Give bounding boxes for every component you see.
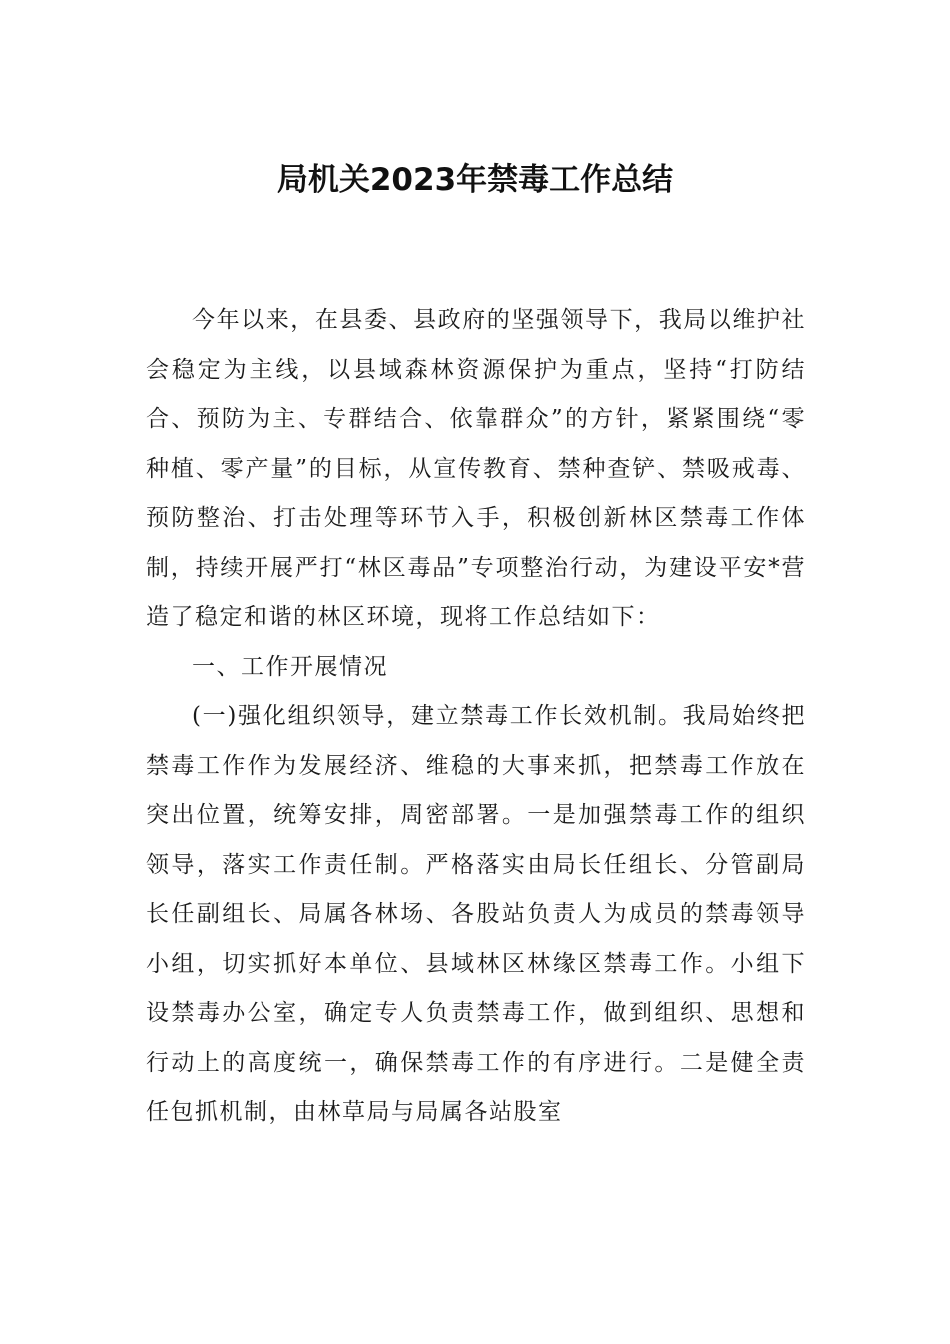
section-heading: 一、工作开展情况	[192, 653, 388, 680]
intro-paragraph: 今年以来，在县委、县政府的坚强领导下，我局以维护社会稳定为主线，以县域森林资源保护为重点，坚持“打防结合、预防为主、专群结合、依靠群众”的方针，紧紧围绕“零种植、零产量”的目标，从宣传教育、禁种查铲、禁吸戒毒、预防整治、打击处理等环节入手，积极创新林区禁毒工作体制，持续开展严打“林区毒品”专项整治行动，为建设平安*营造了稳定和谐的林区环境，现将工作总结如下：	[146, 307, 806, 630]
document-title: 局机关2023年禁毒工作总结	[276, 162, 674, 198]
document-body	[146, 296, 806, 1138]
body-paragraph: (一)强化组织领导，建立禁毒工作长效机制。我局始终把禁毒工作作为发展经济、维稳的大事来抓，把禁毒工作放在突出位置，统筹安排，周密部署。一是加强禁毒工作的组织领导，落实工作责任制。严格落实由局长任组长、分管副局长任副组长、局属各林场、各股站负责人为成员的禁毒领导小组，切实抓好本单位、县域林区林缘区禁毒工作。小组下设禁毒办公室，确定专人负责禁毒工作，做到组织、思想和行动上的高度统一，确保禁毒工作的有序进行。二是健全责任包抓机制，由林草局与局属各站股室	[146, 703, 806, 1125]
